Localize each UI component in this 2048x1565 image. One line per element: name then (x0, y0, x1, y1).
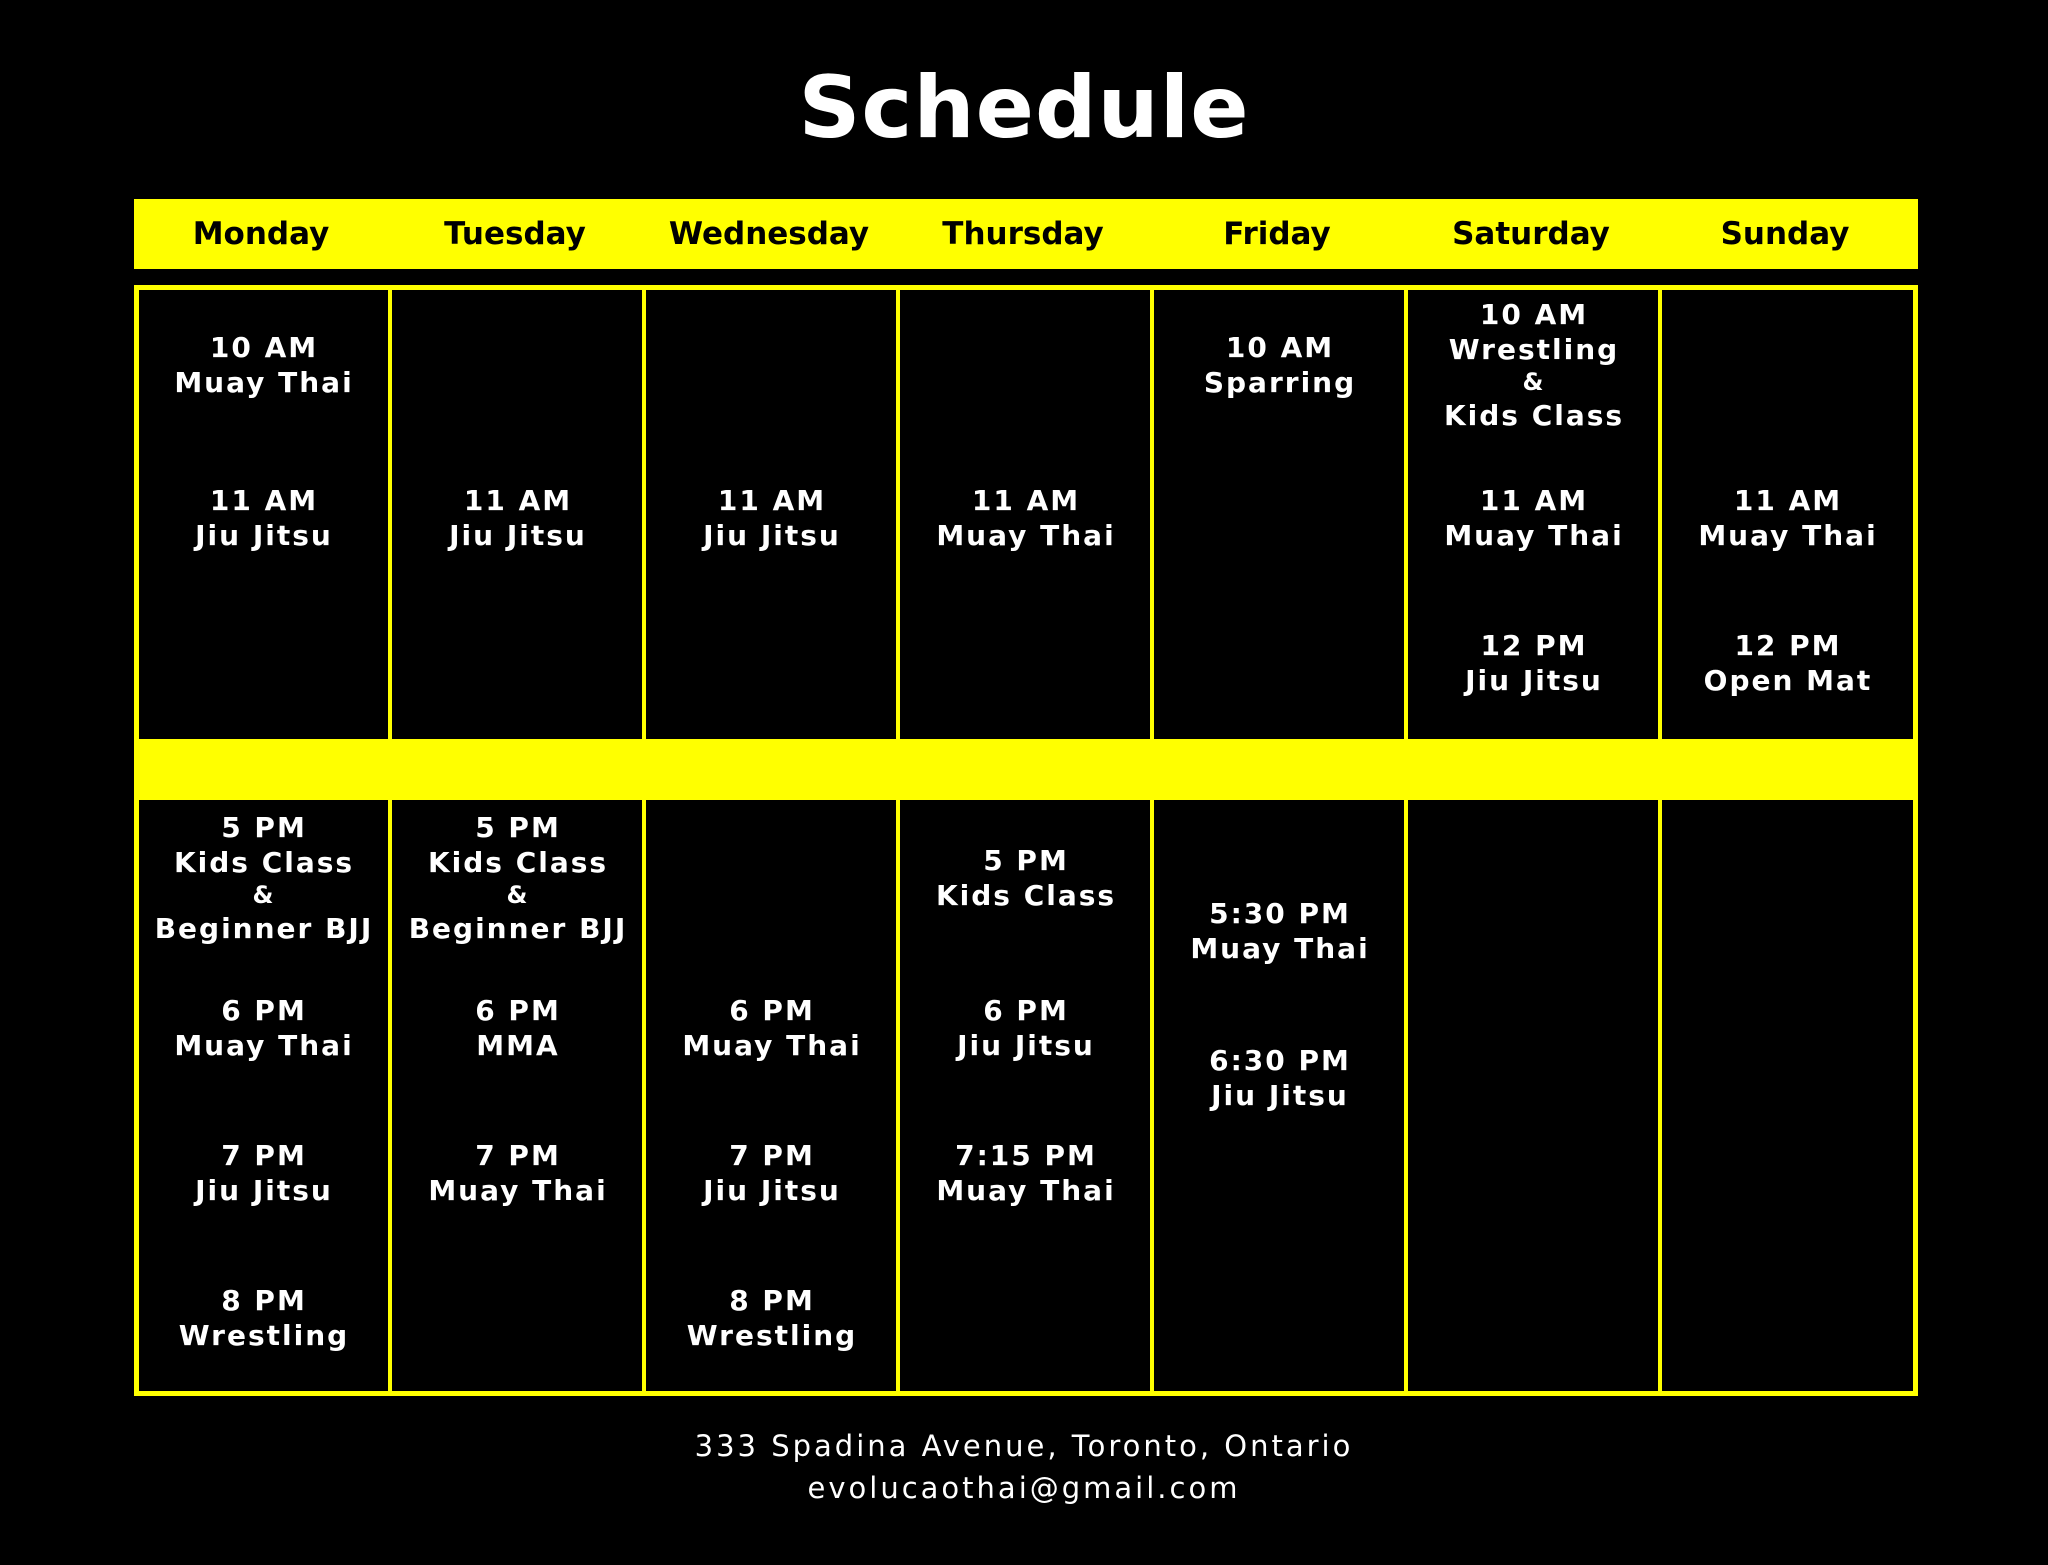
class-joiner: & (252, 881, 276, 909)
day-header-friday: Friday (1223, 216, 1331, 252)
class-name: Beginner BJJ (408, 912, 628, 945)
class-name: Kids Class (173, 846, 355, 879)
class-slot (391, 483, 645, 553)
day-header-bar (134, 199, 1918, 269)
class-slot (645, 1283, 899, 1353)
class-slot (1407, 483, 1661, 553)
class-joiner: & (1522, 368, 1546, 396)
class-slot (137, 1138, 391, 1208)
class-name: Jiu Jitsu (449, 519, 587, 552)
class-slot (645, 993, 899, 1063)
class-time: 11 AM (971, 484, 1081, 517)
class-slot (899, 843, 1153, 913)
class-name: Muay Thai (174, 1029, 354, 1062)
class-name: Muay Thai (936, 1174, 1116, 1207)
class-slot (137, 1283, 391, 1353)
class-slot (391, 993, 645, 1063)
class-name: Jiu Jitsu (195, 1174, 333, 1207)
class-time: 7 PM (475, 1139, 561, 1172)
class-time: 6 PM (729, 994, 815, 1027)
class-name: Jiu Jitsu (1211, 1079, 1349, 1112)
class-name: Beginner BJJ (154, 912, 374, 945)
class-time: 6 PM (475, 994, 561, 1027)
class-name: Muay Thai (174, 366, 354, 399)
page-title: Schedule (798, 58, 1250, 158)
class-time: 7 PM (221, 1139, 307, 1172)
day-header-wednesday: Wednesday (668, 216, 870, 252)
class-time: 10 AM (209, 331, 319, 364)
class-slot (645, 1138, 899, 1208)
class-name: Wrestling (1448, 333, 1620, 366)
class-name: Muay Thai (1444, 519, 1624, 552)
column-divider (896, 285, 900, 1396)
class-time: 11 AM (717, 484, 827, 517)
day-header-monday: Monday (192, 216, 330, 252)
class-time: 10 AM (1225, 331, 1335, 364)
class-slot (1407, 297, 1661, 433)
class-name: Wrestling (178, 1319, 350, 1352)
class-slot (137, 483, 391, 553)
class-time: 7 PM (729, 1139, 815, 1172)
class-time: 11 AM (1479, 484, 1589, 517)
class-name: Sparring (1203, 366, 1357, 399)
class-name: Jiu Jitsu (957, 1029, 1095, 1062)
class-slot (899, 1138, 1153, 1208)
class-slot (137, 993, 391, 1063)
class-slot (899, 483, 1153, 553)
class-name: Jiu Jitsu (703, 1174, 841, 1207)
class-name: Muay Thai (1190, 932, 1370, 965)
class-slot (1153, 1043, 1407, 1113)
class-slot (1661, 628, 1915, 698)
class-name: MMA (476, 1029, 560, 1062)
class-joiner: & (506, 881, 530, 909)
class-time: 6 PM (221, 994, 307, 1027)
class-name: Jiu Jitsu (703, 519, 841, 552)
class-slot (137, 330, 391, 400)
class-name: Muay Thai (428, 1174, 608, 1207)
class-time: 12 PM (1480, 629, 1588, 662)
class-time: 8 PM (729, 1284, 815, 1317)
midday-divider-band (134, 739, 1918, 800)
class-slot (645, 483, 899, 553)
class-name: Kids Class (1443, 399, 1625, 432)
footer-email: evolucaothai@gmail.com (807, 1471, 1241, 1505)
column-divider (1658, 285, 1662, 1396)
class-time: 11 AM (209, 484, 319, 517)
class-time: 10 AM (1479, 298, 1589, 331)
class-name: Jiu Jitsu (195, 519, 333, 552)
footer-address: 333 Spadina Avenue, Toronto, Ontario (694, 1429, 1354, 1463)
class-time: 7:15 PM (955, 1139, 1097, 1172)
class-time: 11 AM (1733, 484, 1843, 517)
column-divider (1404, 285, 1408, 1396)
class-slot (1153, 896, 1407, 966)
class-name: Wrestling (686, 1319, 858, 1352)
class-time: 5 PM (475, 811, 561, 844)
class-name: Kids Class (935, 879, 1117, 912)
class-time: 8 PM (221, 1284, 307, 1317)
class-slot (1153, 330, 1407, 400)
class-slot (137, 810, 391, 946)
class-slot (1407, 628, 1661, 698)
class-time: 5 PM (983, 844, 1069, 877)
class-time: 5 PM (221, 811, 307, 844)
class-name: Jiu Jitsu (1465, 664, 1603, 697)
class-slot (391, 810, 645, 946)
day-header-thursday: Thursday (942, 216, 1104, 252)
class-time: 6:30 PM (1209, 1044, 1351, 1077)
class-slot (391, 1138, 645, 1208)
class-slot (1661, 483, 1915, 553)
day-header-saturday: Saturday (1452, 216, 1610, 252)
class-time: 11 AM (463, 484, 573, 517)
class-name: Muay Thai (936, 519, 1116, 552)
day-header-tuesday: Tuesday (444, 216, 586, 252)
day-header-sunday: Sunday (1720, 216, 1850, 252)
class-time: 5:30 PM (1209, 897, 1351, 930)
class-name: Muay Thai (682, 1029, 862, 1062)
column-divider (1150, 285, 1154, 1396)
class-name: Kids Class (427, 846, 609, 879)
class-name: Muay Thai (1698, 519, 1878, 552)
class-name: Open Mat (1703, 664, 1873, 697)
class-time: 12 PM (1734, 629, 1842, 662)
class-time: 6 PM (983, 994, 1069, 1027)
class-slot (899, 993, 1153, 1063)
